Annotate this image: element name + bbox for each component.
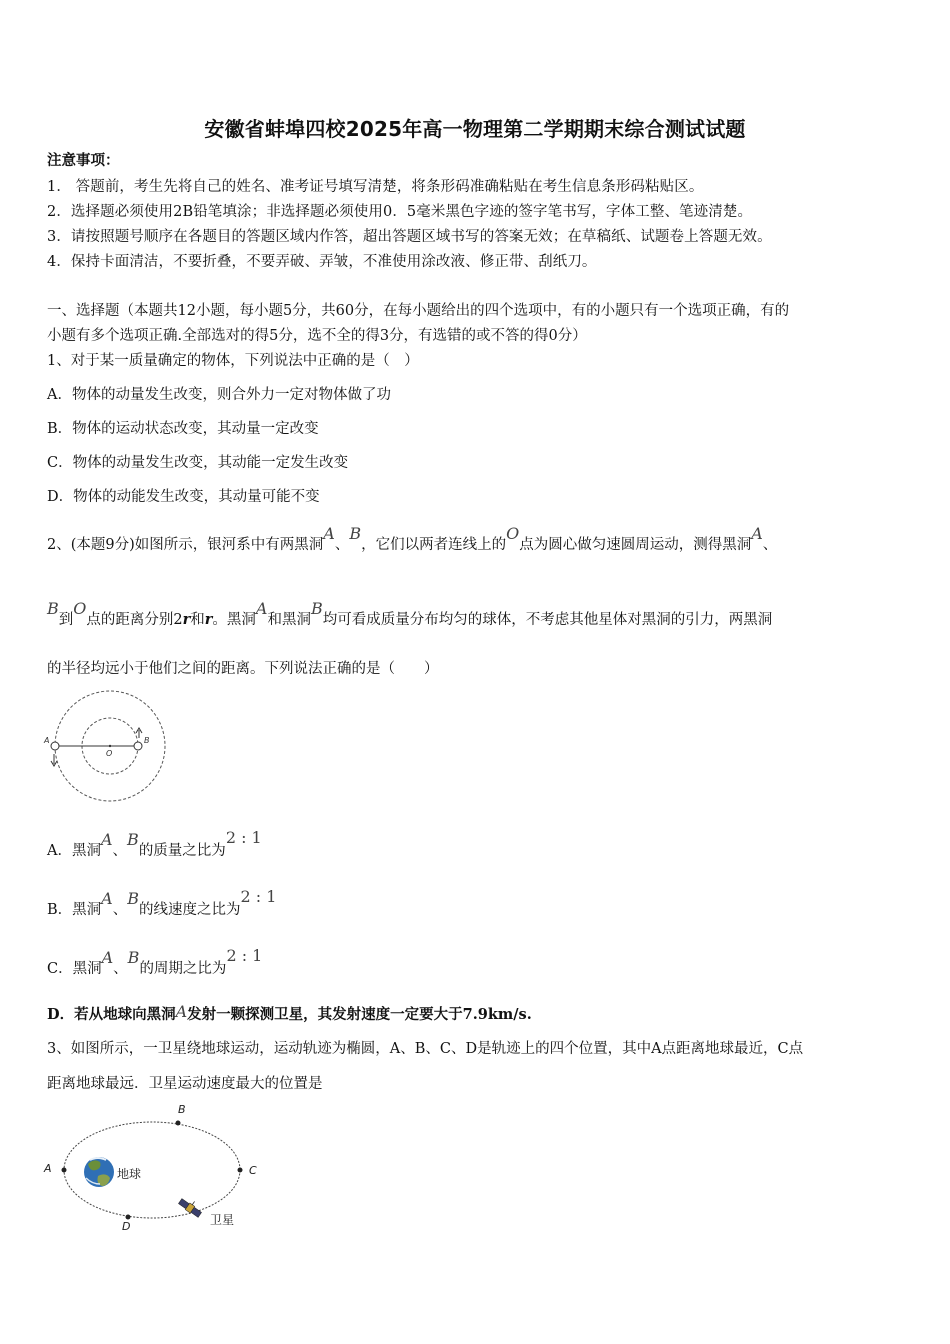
q2-text: 2、(本题9分)如图所示，银河系中有两黑洞 xyxy=(47,537,324,553)
notice-item-1: 1． 答题前，考生先将自己的姓名、准考证号填写清楚，将条形码准确粘贴在考生信息条形码粘贴区。 xyxy=(47,179,704,195)
q1-option-c: C．物体的动量发生改变，其动能一定发生改变 xyxy=(47,455,349,471)
option-text: A．黑洞 xyxy=(47,843,101,859)
q2-text: 和 xyxy=(190,612,205,628)
q1-option-d: D．物体的动能发生改变，其动量可能不变 xyxy=(47,489,320,505)
symbol-b: B xyxy=(47,599,59,618)
page-title: 安徽省蚌埠四校2025年高一物理第二学期期末综合测试试题 xyxy=(204,117,746,141)
point-c xyxy=(238,1168,243,1173)
symbol-a: A xyxy=(101,889,113,908)
label-c: C xyxy=(249,1164,257,1177)
symbol-b: B xyxy=(310,599,323,618)
label-d: D xyxy=(122,1220,131,1233)
symbol-b: B xyxy=(127,830,139,849)
label-a: A xyxy=(44,1162,52,1175)
black-hole-b xyxy=(134,742,142,750)
q2-stem-line-1 xyxy=(47,524,778,555)
label-o: O xyxy=(106,749,113,758)
q2-text: 点的距离分别2 xyxy=(86,612,183,628)
symbol-a: A xyxy=(751,524,763,543)
q2-option-b xyxy=(47,887,277,920)
q3-stem-line-2: 距离地球最远．卫星运动速度最大的位置是 xyxy=(47,1076,323,1092)
symbol-a: A xyxy=(255,599,268,618)
label-a: A xyxy=(44,736,50,745)
symbol-a: A xyxy=(100,830,113,849)
center-point xyxy=(109,745,111,747)
q2-option-d xyxy=(47,1004,532,1025)
point-d xyxy=(126,1215,131,1220)
separator: 、 xyxy=(112,902,128,918)
option-text: 的质量之比为 xyxy=(138,843,226,859)
symbol-a: A xyxy=(175,1002,188,1021)
binary-orbit-diagram xyxy=(42,688,170,806)
notice-item-2: 2．选择题必须使用2B铅笔填涂；非选择题必须使用0．5毫米黑色字迹的签字笔书写，字体工整、笔迹清楚。 xyxy=(47,204,753,220)
option-text: 的线速度之比为 xyxy=(138,902,241,918)
option-text: 发射一颗探测卫星，其发射速度一定要大于7.9km/s. xyxy=(187,1006,532,1023)
notice-item-3: 3．请按照题号顺序在各题目的答题区域内作答，超出答题区域书写的答案无效；在草稿纸、试题卷上答题无效。 xyxy=(47,229,772,245)
q2-text: ，它们以两者连线上的 xyxy=(361,537,507,553)
symbol-b: B xyxy=(349,524,362,543)
q2-option-c xyxy=(47,946,263,979)
earth-label: 地球 xyxy=(117,1167,142,1181)
q2-text: 到 xyxy=(58,612,74,628)
separator: 、 xyxy=(334,537,350,553)
q1-stem: 1、对于某一质量确定的物体，下列说法中正确的是（ ） xyxy=(47,353,419,369)
black-hole-a xyxy=(51,742,59,750)
notice-item-4: 4．保持卡面清洁，不要折叠，不要弄破、弄皱，不准使用涂改液、修正带、刮纸刀。 xyxy=(47,254,597,270)
section-instruction-line-1: 一、选择题（本题共12小题，每小题5分，共60分，在每小题给出的四个选项中，有的小题只有一个选项正确，有的 xyxy=(47,303,790,319)
q1-option-b: B．物体的运动状态改变，其动量一定改变 xyxy=(47,421,319,437)
section-instruction-line-2: 小题有多个选项正确.全部选对的得5分，选不全的得3分，有选错的或不答的得0分） xyxy=(47,328,587,344)
symbol-o: O xyxy=(506,524,520,543)
q1-option-a: A．物体的动量发生改变，则合外力一定对物体做了功 xyxy=(47,387,391,403)
symbol-r: r xyxy=(204,611,213,628)
q2-stem-line-3: 的半径均远小于他们之间的距离。下列说法正确的是（ ） xyxy=(47,661,439,677)
symbol-a: A xyxy=(323,524,335,543)
ratio-value: 2 : 1 xyxy=(240,887,277,906)
symbol-o: O xyxy=(73,599,87,618)
q2-option-a xyxy=(47,828,262,861)
satellite-orbit-diagram xyxy=(40,1100,270,1235)
symbol-r: r xyxy=(182,611,191,628)
option-text: C．黑洞 xyxy=(47,961,102,977)
satellite-icon xyxy=(178,1195,205,1219)
separator: 、 xyxy=(762,537,778,553)
point-b xyxy=(176,1121,181,1126)
ratio-value: 2 : 1 xyxy=(226,946,263,965)
q2-stem-line-2 xyxy=(47,599,773,630)
arrow-up-icon xyxy=(136,728,142,738)
satellite-label: 卫星 xyxy=(210,1213,235,1227)
ratio-value: 2 : 1 xyxy=(225,828,262,847)
earth-icon xyxy=(84,1157,114,1187)
separator: 、 xyxy=(113,961,128,977)
symbol-b: B xyxy=(127,948,140,967)
q2-text: 点为圆心做匀速圆周运动，测得黑洞 xyxy=(519,537,752,553)
option-text: B．黑洞 xyxy=(47,902,102,918)
option-text: D．若从地球向黑洞 xyxy=(47,1006,176,1023)
notice-heading: 注意事项： xyxy=(47,152,120,169)
label-b: B xyxy=(144,736,150,745)
option-text: 的周期之比为 xyxy=(139,961,227,977)
q2-text: 。黑洞 xyxy=(212,612,256,628)
point-a xyxy=(62,1168,67,1173)
label-b: B xyxy=(178,1103,186,1116)
symbol-b: B xyxy=(127,889,139,908)
symbol-a: A xyxy=(101,948,114,967)
q2-text: 均可看成质量分布均匀的球体，不考虑其他星体对黑洞的引力，两黑洞 xyxy=(322,612,773,628)
q3-stem-line-1: 3、如图所示，一卫星绕地球运动，运动轨迹为椭圆，A、B、C、D是轨迹上的四个位置，其中A点距离地球最近，C点 xyxy=(47,1041,804,1057)
separator: 、 xyxy=(112,843,128,859)
q2-text: 和黑洞 xyxy=(267,612,311,628)
